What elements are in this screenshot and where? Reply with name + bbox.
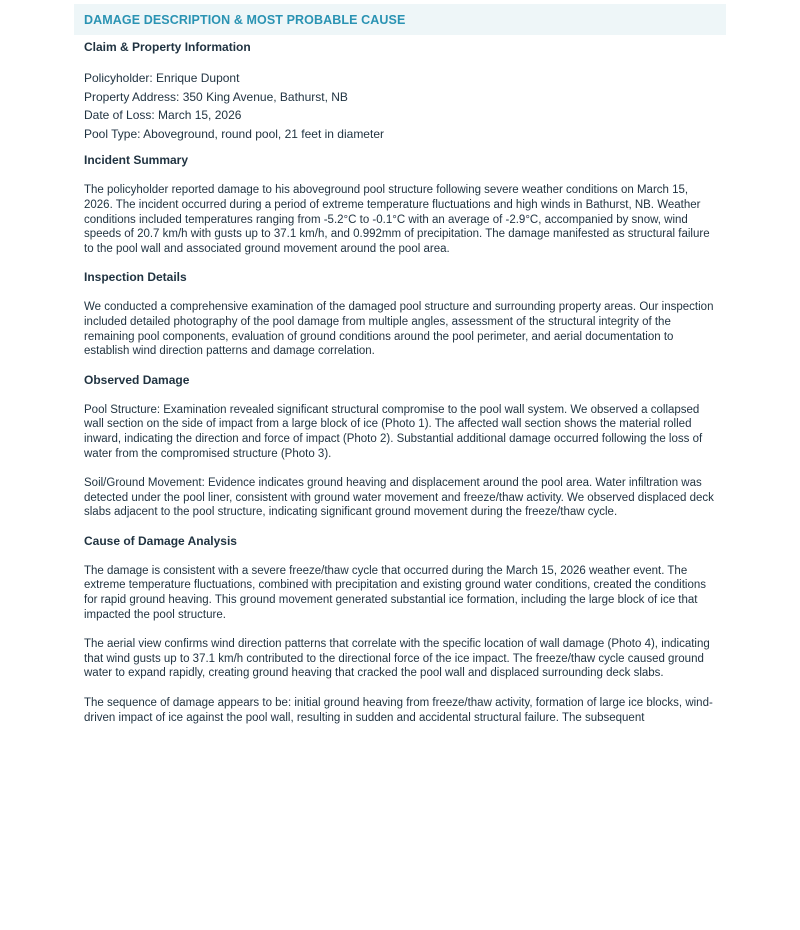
- cause-paragraph-1: The damage is consistent with a severe freeze/thaw cycle that occurred during the March 15, 2026 weather event. The extreme temperature fluctuations, combined with precipitation and existing ground water conditions, created the conditions for rapid ground heaving. This ground movement generated substantial ice formation, including the large block of ice that impacted the pool structure.: [84, 564, 706, 621]
- pool-structure-paragraph: Pool Structure: Examination revealed significant structural compromise to the pool wall system. We observed a collapsed wall section on the side of impact from a large block of ice (Photo 1). The affected wall section shows the material rolled inward, indicating the direction and force of impact (Photo 2). Substantial additional damage occurred following the loss of water from the compromised structure (Photo 3).: [84, 403, 703, 460]
- report-content: [74, 40, 726, 725]
- incident-summary-heading: Incident Summary: [84, 153, 189, 168]
- cause-analysis-heading: Cause of Damage Analysis: [84, 533, 237, 548]
- section-title: DAMAGE DESCRIPTION & MOST PROBABLE CAUSE: [84, 12, 406, 27]
- inspection-details-text: We conducted a comprehensive examination of the damaged pool structure and surrounding property areas. Our inspection included detailed photography of the pool damage from multiple angles, assessment of the structural integrity of the remaining pool components, evaluation of ground conditions around the pool perimeter, and aerial documentation to establish wind direction patterns and damage correlation.: [84, 301, 714, 358]
- observed-damage-heading: Observed Damage: [84, 372, 190, 387]
- claim-info-list: [84, 69, 720, 143]
- report-page: [74, 4, 726, 725]
- date-of-loss-line: Date of Loss: March 15, 2026: [84, 108, 242, 123]
- claim-info-heading: Claim & Property Information: [84, 40, 251, 54]
- incident-summary-text: The policyholder reported damage to his aboveground pool structure following severe weather conditions on March 15, 2026. The incident occurred during a period of extreme temperature fluctuations and high winds in Bathurst, NB. Weather conditions included temperatures ranging from -5.2°C to -0.1°C with an average of -2.9°C, accompanied by snow, wind speeds of 20.7 km/h with gusts up to 37.1 km/h, and 0.992mm of precipitation. The damage manifested as structural failure to the pool wall and associated ground movement around the pool area.: [84, 184, 710, 255]
- soil-ground-paragraph: Soil/Ground Movement: Evidence indicates ground heaving and displacement around the pool area. Water infiltration was detected under the pool liner, consistent with ground water movement and freeze/thaw activity. We observed displaced deck slabs adjacent to the pool structure, indicating significant ground movement during the freeze/thaw cycle.: [84, 477, 714, 519]
- cause-paragraph-2: The aerial view confirms wind direction patterns that correlate with the specific location of wall damage (Photo 4), indicating that wind gusts up to 37.1 km/h contributed to the directional force of the ice impact. The freeze/thaw cycle caused ground water to expand rapidly, creating ground heaving that cracked the pool wall and displaced surrounding deck slabs.: [84, 638, 710, 680]
- cause-paragraph-3: The sequence of damage appears to be: initial ground heaving from freeze/thaw activity, formation of large ice blocks, wind-driven impact of ice against the pool wall, resulting in sudden and accidental structural failure. The subsequent: [84, 697, 713, 724]
- policyholder-line: Policyholder: Enrique Dupont: [84, 71, 240, 85]
- property-address-line: Property Address: 350 King Avenue, Bathurst, NB: [84, 89, 348, 104]
- inspection-details-heading: Inspection Details: [84, 270, 187, 285]
- section-header-bar: [74, 4, 726, 35]
- pool-type-line: Pool Type: Aboveground, round pool, 21 feet in diameter: [84, 126, 384, 141]
